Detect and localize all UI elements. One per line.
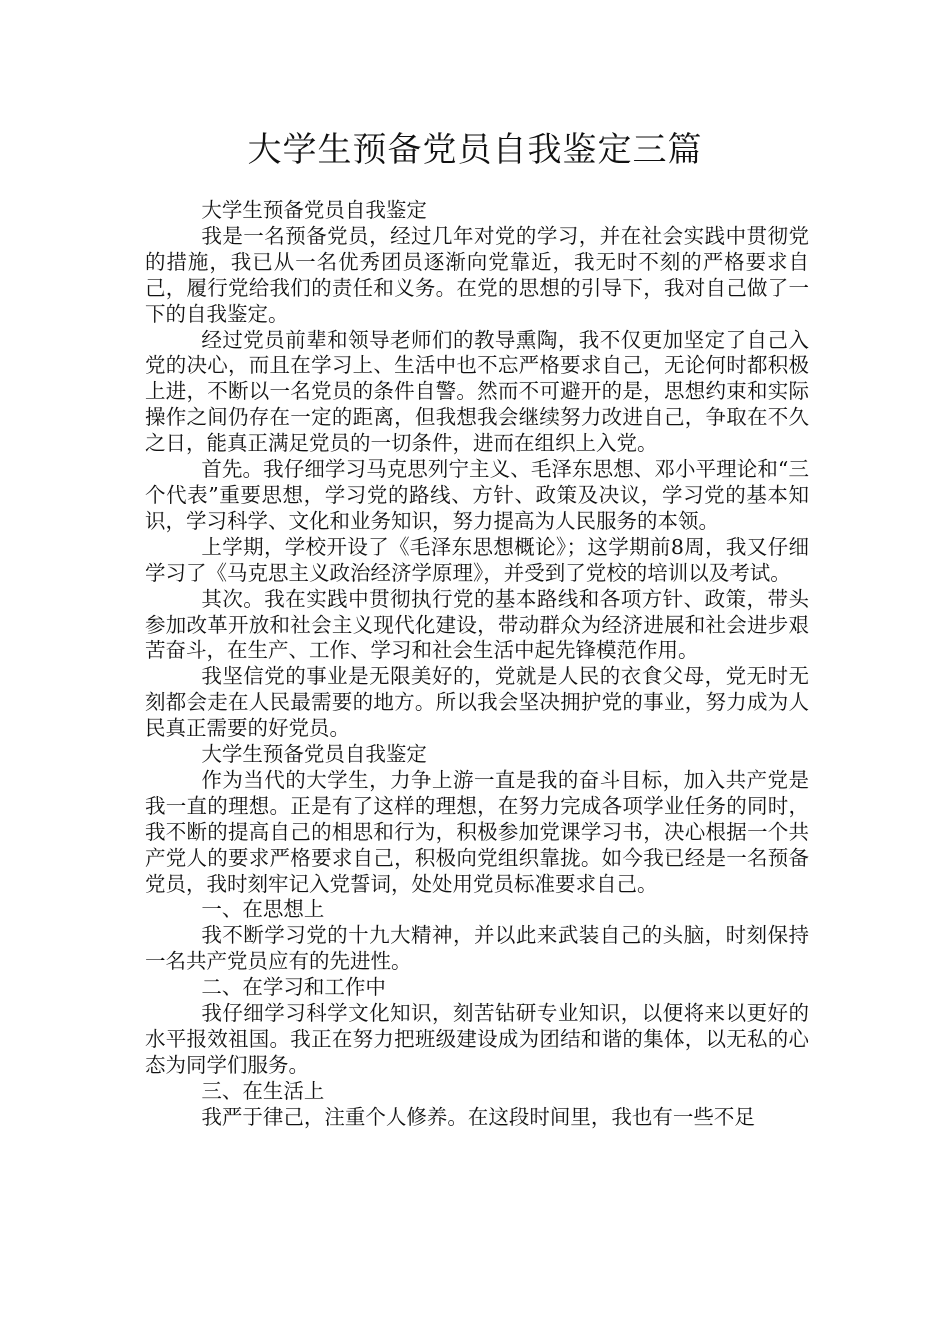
paragraph: 其次。我在实践中贯彻执行党的基本路线和各项方针、政策，带头参加改革开放和社会主义现代化建设，带动群众为经济进展和社会进步艰苦奋斗，在生产、工作、学习和社会生活中起先锋模范作用。 (145, 586, 809, 663)
paragraph: 我不断学习党的十九大精神，并以此来武装自己的头脑，时刻保持一名共产党员应有的先进性。 (145, 923, 809, 974)
paragraph: 我仔细学习科学文化知识，刻苦钻研专业知识，以便将来以更好的水平报效祖国。我正在努力把班级建设成为团结和谐的集体，以无私的心态为同学们服务。 (145, 1001, 809, 1077)
paragraph: 经过党员前辈和领导老师们的教导熏陶，我不仅更加坚定了自己入党的决心，而且在学习上、生活中也不忘严格要求自己，无论何时都积极上进，不断以一名党员的条件自警。然而不可避开的是，思想约束和实际操作之间仍存在一定的距离，但我想我会继续努力改进自己，争取在不久之日，能真正满足党员的一切条件，进而在组织上入党。 (145, 327, 809, 456)
subheading: 二、在学习和工作中 (201, 975, 386, 1000)
section-heading-2: 大学生预备党员自我鉴定 (201, 742, 427, 767)
paragraph: 上学期，学校开设了《毛泽东思想概论》；这学期前8周，我又仔细学习了《马克思主义政治经济学原理》，并受到了党校的培训以及考试。 (145, 534, 809, 585)
paragraph: 我是一名预备党员，经过几年对党的学习，并在社会实践中贯彻党的措施，我已从一名优秀团员逐渐向党靠近，我无时不刻的严格要求自己，履行党给我们的责任和义务。在党的思想的引导下，我对自己做了一下的自我鉴定。 (145, 223, 809, 326)
subheading: 一、在思想上 (201, 897, 325, 922)
document-title: 大学生预备党员自我鉴定三篇 (247, 130, 703, 170)
section-heading-1: 大学生预备党员自我鉴定 (201, 198, 427, 222)
paragraph: 我坚信党的事业是无限美好的，党就是人民的衣食父母，党无时无刻都会走在人民最需要的地方。所以我会坚决拥护党的事业，努力成为人民真正需要的好党员。 (145, 664, 809, 741)
paragraph: 作为当代的大学生，力争上游一直是我的奋斗目标，加入共产党是我一直的理想。正是有了这样的理想，在努力完成各项学业任务的同时，我不断的提高自己的相思和行为，积极参加党课学习书，决心根据一个共产党人的要求严格要求自己，积极向党组织靠拢。如今我已经是一名预备党员，我时刻牢记入党誓词，处处用党员标准要求自己。 (145, 767, 809, 896)
paragraph: 首先。我仔细学习马克思列宁主义、毛泽东思想、邓小平理论和“三个代表”重要思想，学习党的路线、方针、政策及决议，学习党的基本知识，学习科学、文化和业务知识，努力提高为人民服务的本领。 (145, 457, 809, 533)
document-body (145, 198, 809, 1131)
subheading: 三、在生活上 (201, 1078, 325, 1103)
paragraph: 我严于律己，注重个人修养。在这段时间里，我也有一些不足 (201, 1104, 755, 1129)
